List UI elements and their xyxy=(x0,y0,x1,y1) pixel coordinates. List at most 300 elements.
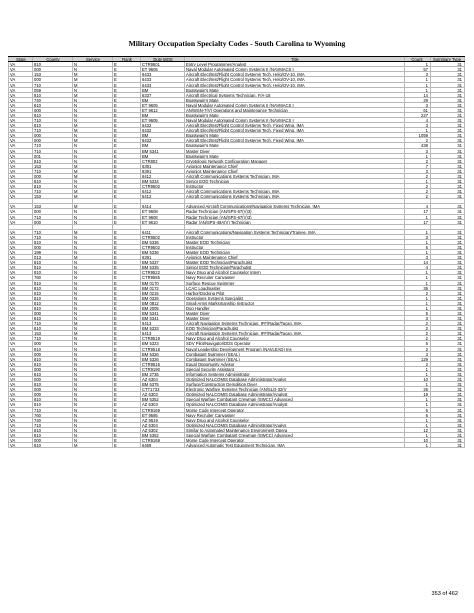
cell-summary-type: 31 xyxy=(430,83,465,87)
cell-rank xyxy=(112,225,140,229)
cell-state: VA xyxy=(8,301,32,305)
cell-rank: E xyxy=(112,128,140,132)
cell-rank: E xyxy=(112,281,140,285)
cell-state: VA xyxy=(8,367,32,371)
table-row xyxy=(8,443,465,448)
cell-county: 810 xyxy=(32,301,72,305)
cell-summary-type: 31 xyxy=(430,164,465,168)
cell-rank: E xyxy=(112,174,140,178)
cell-service: M xyxy=(72,77,112,81)
cell-duty-mos: CTR9501 xyxy=(140,62,184,66)
cell-service: M xyxy=(72,72,112,76)
header-rank: Rank xyxy=(112,57,140,61)
cell-count: 6 xyxy=(404,408,430,412)
cell-duty-mos: BM xyxy=(140,143,184,147)
cell-county: 000 xyxy=(32,367,72,371)
cell-county: 153 xyxy=(32,194,72,198)
cell-county: 710 xyxy=(32,408,72,412)
cell-state: VA xyxy=(8,270,32,274)
cell-summary-type: 31 xyxy=(430,103,465,107)
cell-duty-mos: 6432 xyxy=(140,138,184,142)
cell-service: N xyxy=(72,286,112,290)
cell-duty-mos: BM 5341 xyxy=(140,311,184,315)
cell-rank: E xyxy=(112,204,140,208)
cell-state: VA xyxy=(8,397,32,401)
cell-count: 10 xyxy=(404,438,430,442)
cell-duty-mos: ET 9610 xyxy=(140,220,184,224)
cell-duty-mos: BM 2005 xyxy=(140,306,184,310)
cell-duty-mos: BM 0170 xyxy=(140,281,184,285)
cell-county: 000 xyxy=(32,220,72,224)
cell-duty-mos: ET 9612 xyxy=(140,108,184,112)
cell-title: Boatswain's Mate xyxy=(184,98,404,102)
cell-count: 1 xyxy=(404,270,430,274)
cell-count: 227 xyxy=(404,113,430,117)
cell-count: 5 xyxy=(404,245,430,249)
cell-duty-mos: ET 9608 xyxy=(140,215,184,219)
cell-state: VA xyxy=(8,103,32,107)
cell-duty-mos: AZ 6303 xyxy=(140,392,184,396)
cell-duty-mos: BM 0812 xyxy=(140,301,184,305)
cell-state: VA xyxy=(8,357,32,361)
cell-county: 810 xyxy=(32,443,72,447)
cell-county: 810 xyxy=(32,402,72,406)
cell-duty-mos xyxy=(140,199,184,203)
cell-title: Operations Systems Specialist xyxy=(184,296,404,300)
cell-service: N xyxy=(72,382,112,386)
cell-title: Instructor xyxy=(184,235,404,239)
cell-summary-type: 31 xyxy=(430,77,465,81)
cell-rank: E xyxy=(112,265,140,269)
cell-county: 760 xyxy=(32,413,72,417)
cell-summary-type: 31 xyxy=(430,408,465,412)
cell-duty-mos: BM 0215 xyxy=(140,291,184,295)
cell-rank: E xyxy=(112,443,140,447)
cell-service: N xyxy=(72,311,112,315)
cell-count: 14 xyxy=(404,260,430,264)
cell-service: N xyxy=(72,428,112,432)
cell-duty-mos: AZ 9519 xyxy=(140,418,184,422)
cell-rank: E xyxy=(112,331,140,335)
cell-count xyxy=(404,199,430,203)
cell-count: 2 xyxy=(404,194,430,198)
cell-summary-type: 31 xyxy=(430,372,465,376)
cell-title: Aircraft Elect/Inst/Flight Control Systems Tech, Fixed Wing, IMA xyxy=(184,123,404,127)
cell-title: Master EOD Technician/Parachutist xyxy=(184,260,404,264)
cell-rank: E xyxy=(112,377,140,381)
cell-rank: E xyxy=(112,306,140,310)
cell-summary-type: 31 xyxy=(430,260,465,264)
cell-title: Boatswain's Mate xyxy=(184,113,404,117)
cell-service: N xyxy=(72,113,112,117)
cell-title: Special Warfare Combatant Crewman (SWCC) Advanced xyxy=(184,433,404,437)
cell-service: M xyxy=(72,138,112,142)
header-duty-mos: Duty MOS xyxy=(140,57,184,61)
cell-rank: E xyxy=(112,362,140,366)
cell-state: VA xyxy=(8,215,32,219)
cell-summary-type: 31 xyxy=(430,189,465,193)
cell-summary-type: 31 xyxy=(430,133,465,137)
cell-duty-mos: BM 5333 xyxy=(140,326,184,330)
cell-rank: E xyxy=(112,245,140,249)
cell-count: 1 xyxy=(404,230,430,234)
cell-state: VA xyxy=(8,321,32,325)
cell-summary-type: 31 xyxy=(430,428,465,432)
cell-county: 000 xyxy=(32,377,72,381)
cell-duty-mos: 6411 xyxy=(140,230,184,234)
cell-county: 810 xyxy=(32,357,72,361)
cell-summary-type: 31 xyxy=(430,321,465,325)
cell-duty-mos: 6337 xyxy=(140,93,184,97)
cell-rank: E xyxy=(112,250,140,254)
cell-title: Special Security Assistant xyxy=(184,367,404,371)
cell-state: VA xyxy=(8,306,32,310)
cell-summary-type: 31 xyxy=(430,169,465,173)
cell-title: Electronic Warfare Systems Technician (AN/SLQ-32(V xyxy=(184,387,404,391)
cell-rank: E xyxy=(112,189,140,193)
cell-title: Aircraft Elect/Inst/Flight Control Systems Tech, Fixed Wing, IMA xyxy=(184,128,404,132)
cell-summary-type: 31 xyxy=(430,433,465,437)
cell-duty-mos: 6412 xyxy=(140,189,184,193)
cell-duty-mos: ET 9605 xyxy=(140,67,184,71)
cell-count: 2 xyxy=(404,321,430,325)
cell-duty-mos: BM 2735 xyxy=(140,372,184,376)
cell-county: 810 xyxy=(32,123,72,127)
cell-summary-type: 31 xyxy=(430,306,465,310)
cell-title: Avionics Maintenance Chief xyxy=(184,169,404,173)
cell-title: Navy Recruiter Canvasser xyxy=(184,413,404,417)
cell-service: N xyxy=(72,88,112,92)
cell-state: VA xyxy=(8,377,32,381)
cell-service: N xyxy=(72,433,112,437)
cell-title: Avionics Maintenance Chief xyxy=(184,164,404,168)
cell-summary-type: 31 xyxy=(430,255,465,259)
cell-county: 001 xyxy=(32,154,72,158)
cell-rank: E xyxy=(112,143,140,147)
cell-state xyxy=(8,225,32,229)
cell-state: VA xyxy=(8,341,32,345)
cell-state: VA xyxy=(8,382,32,386)
cell-rank xyxy=(112,199,140,203)
cell-summary-type: 31 xyxy=(430,331,465,335)
cell-title: Senior EOD Technician/Parachutist xyxy=(184,265,404,269)
cell-summary-type: 31 xyxy=(430,67,465,71)
cell-count: 1 xyxy=(404,128,430,132)
cell-state: VA xyxy=(8,316,32,320)
cell-service: M xyxy=(72,204,112,208)
cell-service: N xyxy=(72,341,112,345)
cell-rank: E xyxy=(112,387,140,391)
cell-summary-type: 31 xyxy=(430,418,465,422)
cell-summary-type: 31 xyxy=(430,123,465,127)
cell-count: 3 xyxy=(404,235,430,239)
cell-duty-mos: CTR9585 xyxy=(140,275,184,279)
cell-summary-type: 31 xyxy=(430,326,465,330)
cell-title: Master Diver xyxy=(184,149,404,153)
cell-summary-type: 31 xyxy=(430,286,465,290)
cell-count: 1 xyxy=(404,382,430,386)
cell-summary-type: 31 xyxy=(430,402,465,406)
cell-state: VA xyxy=(8,408,32,412)
cell-title: Boatswain's Mate xyxy=(184,143,404,147)
cell-title: Equal Opportunity Advisor xyxy=(184,362,404,366)
cell-state: VA xyxy=(8,88,32,92)
cell-count: 1 xyxy=(404,418,430,422)
cell-county: 000 xyxy=(32,438,72,442)
cell-duty-mos: 6433 xyxy=(140,72,184,76)
cell-title: Advanced Automatic Test Equipment Technician, IMA xyxy=(184,443,404,447)
cell-count: 19 xyxy=(404,392,430,396)
cell-county: 000 xyxy=(32,77,72,81)
cell-rank: E xyxy=(112,235,140,239)
cell-duty-mos: 6413 xyxy=(140,321,184,325)
cell-rank: E xyxy=(112,108,140,112)
cell-title: Aircraft Communications Systems Technician, IMA xyxy=(184,189,404,193)
cell-state: VA xyxy=(8,159,32,163)
cell-county: 740 xyxy=(32,418,72,422)
cell-summary-type: 31 xyxy=(430,377,465,381)
cell-state: VA xyxy=(8,77,32,81)
cell-service: N xyxy=(72,438,112,442)
cell-summary-type: 31 xyxy=(430,93,465,97)
cell-state: VA xyxy=(8,291,32,295)
cell-count: 29 xyxy=(404,98,430,102)
cell-duty-mos: BM xyxy=(140,113,184,117)
cell-state xyxy=(8,199,32,203)
cell-service: M xyxy=(72,164,112,168)
cell-state: VA xyxy=(8,169,32,173)
cell-state: VA xyxy=(8,347,32,351)
cell-duty-mos: CTR9522 xyxy=(140,270,184,274)
cell-state: VA xyxy=(8,428,32,432)
cell-service: N xyxy=(72,215,112,219)
cell-county: 000 xyxy=(32,138,72,142)
cell-title: Aircraft Elect/Inst/Flight Control Systems Tech, Helo/OV-10, IMA xyxy=(184,72,404,76)
cell-rank: E xyxy=(112,220,140,224)
cell-rank: E xyxy=(112,347,140,351)
cell-summary-type xyxy=(430,199,465,203)
cell-service: N xyxy=(72,347,112,351)
cell-title: Optimized NALCOMIS Database Administrator/Analyst xyxy=(184,392,404,396)
cell-duty-mos: 6469 xyxy=(140,443,184,447)
cell-title: Aircraft Elect/Inst/Flight Control Systems Tech, Helo/OV-10, IMA xyxy=(184,83,404,87)
cell-state: VA xyxy=(8,123,32,127)
cell-title: Master EOD Technician xyxy=(184,250,404,254)
cell-count: 1 xyxy=(404,443,430,447)
cell-service: M xyxy=(72,128,112,132)
cell-duty-mos: CTR9502 xyxy=(140,245,184,249)
cell-state: VA xyxy=(8,240,32,244)
cell-duty-mos: ET 9608 xyxy=(140,209,184,213)
cell-county: 710 xyxy=(32,235,72,239)
cell-title: Similar to Automated Maintenance Environment Opera xyxy=(184,428,404,432)
cell-summary-type: 31 xyxy=(430,62,465,66)
cell-summary-type: 31 xyxy=(430,174,465,178)
cell-rank: E xyxy=(112,113,140,117)
cell-service: N xyxy=(72,387,112,391)
cell-county: 810 xyxy=(32,306,72,310)
cell-state: VA xyxy=(8,164,32,168)
cell-count: 36 xyxy=(404,286,430,290)
cell-summary-type: 31 xyxy=(430,336,465,340)
cell-summary-type: 31 xyxy=(430,357,465,361)
cell-duty-mos: 6433 xyxy=(140,77,184,81)
cell-count: 26 xyxy=(404,387,430,391)
cell-service: M xyxy=(72,83,112,87)
cell-count: 5 xyxy=(404,311,430,315)
cell-title: Aircraft Elect/Inst/Flight Control Systems Tech, Fixed Wing, IMA xyxy=(184,138,404,142)
cell-rank: E xyxy=(112,133,140,137)
cell-title: Master Diver xyxy=(184,316,404,320)
cell-summary-type: 31 xyxy=(430,397,465,401)
cell-title: Senior EOD Technician xyxy=(184,179,404,183)
cell-rank: E xyxy=(112,408,140,412)
cell-service: N xyxy=(72,316,112,320)
cell-rank: E xyxy=(112,169,140,173)
cell-service: N xyxy=(72,357,112,361)
cell-state: VA xyxy=(8,189,32,193)
cell-duty-mos: 6432 xyxy=(140,128,184,132)
cell-summary-type: 31 xyxy=(430,316,465,320)
cell-count: 5 xyxy=(404,341,430,345)
cell-summary-type: 31 xyxy=(430,387,465,391)
cell-county: 000 xyxy=(32,341,72,345)
cell-state: VA xyxy=(8,220,32,224)
cell-rank: E xyxy=(112,286,140,290)
cell-state: VA xyxy=(8,286,32,290)
cell-service: M xyxy=(72,123,112,127)
cell-count: 6 xyxy=(404,413,430,417)
cell-count: 1 xyxy=(404,423,430,427)
cell-summary-type: 31 xyxy=(430,159,465,163)
cell-title: EOD Technician/Parachutist xyxy=(184,326,404,330)
cell-duty-mos: BM 5341 xyxy=(140,316,184,320)
cell-service: N xyxy=(72,367,112,371)
cell-title: Morse Code Intercept Operator xyxy=(184,438,404,442)
cell-county: 810 xyxy=(32,397,72,401)
cell-duty-mos: AZ 6304 xyxy=(140,423,184,427)
cell-state: VA xyxy=(8,402,32,406)
cell-title: Aircraft Communications/Navigation Systems Technician/Trainee, IMA xyxy=(184,230,404,234)
cell-count: 2 xyxy=(404,174,430,178)
cell-state: VA xyxy=(8,311,32,315)
page-number: 353 of 462 xyxy=(431,591,458,597)
cell-title: Radar Technician (AN/SPS-67(V)3) xyxy=(184,215,404,219)
cell-duty-mos: 6413 xyxy=(140,331,184,335)
header-service: Service xyxy=(72,57,112,61)
cell-service: N xyxy=(72,240,112,244)
cell-count: 1059 xyxy=(404,133,430,137)
cell-service: N xyxy=(72,159,112,163)
cell-state: VA xyxy=(8,438,32,442)
cell-county: 810 xyxy=(32,265,72,269)
cell-count: 1 xyxy=(404,275,430,279)
cell-county: 000 xyxy=(32,209,72,213)
cell-title: Radar (AN/SPS-49A(V) Technician xyxy=(184,220,404,224)
cell-service: N xyxy=(72,184,112,188)
cell-service: N xyxy=(72,103,112,107)
cell-service: N xyxy=(72,362,112,366)
cell-state: VA xyxy=(8,108,32,112)
cell-count: 17 xyxy=(404,209,430,213)
cell-state: VA xyxy=(8,118,32,122)
cell-service: N xyxy=(72,281,112,285)
cell-count: 10 xyxy=(404,377,430,381)
cell-duty-mos: BM 5336 xyxy=(140,240,184,244)
mos-table xyxy=(8,56,465,448)
cell-county: 059 xyxy=(32,88,72,92)
cell-summary-type: 31 xyxy=(430,311,465,315)
cell-rank: E xyxy=(112,184,140,188)
table-body xyxy=(8,62,465,448)
cell-rank: E xyxy=(112,103,140,107)
cell-title: Information Systems Administrator xyxy=(184,372,404,376)
cell-service: N xyxy=(72,133,112,137)
cell-state: VA xyxy=(8,443,32,447)
cell-state: VA xyxy=(8,331,32,335)
cell-duty-mos: ET 9605 xyxy=(140,103,184,107)
cell-state: VA xyxy=(8,392,32,396)
cell-rank: E xyxy=(112,179,140,183)
cell-state: VA xyxy=(8,235,32,239)
cell-state: VA xyxy=(8,372,32,376)
cell-rank: E xyxy=(112,215,140,219)
cell-count: 2 xyxy=(404,347,430,351)
cell-count: 2 xyxy=(404,138,430,142)
cell-duty-mos: 6433 xyxy=(140,83,184,87)
cell-count: 2 xyxy=(404,326,430,330)
cell-count: 3 xyxy=(404,352,430,356)
cell-state: VA xyxy=(8,194,32,198)
cell-rank: E xyxy=(112,149,140,153)
cell-county: 810 xyxy=(32,103,72,107)
cell-summary-type: 31 xyxy=(430,113,465,117)
cell-rank: E xyxy=(112,62,140,66)
cell-county: 810 xyxy=(32,159,72,163)
cell-duty-mos: ET 9585 xyxy=(140,413,184,417)
cell-state: VA xyxy=(8,204,32,208)
header-title: Title xyxy=(184,57,404,61)
cell-rank: E xyxy=(112,326,140,330)
cell-rank: E xyxy=(112,93,140,97)
cell-rank: E xyxy=(112,154,140,158)
cell-county: 710 xyxy=(32,143,72,147)
cell-state: VA xyxy=(8,423,32,427)
cell-county: 810 xyxy=(32,240,72,244)
cell-county: 760 xyxy=(32,275,72,279)
cell-summary-type: 31 xyxy=(430,118,465,122)
cell-summary-type: 31 xyxy=(430,128,465,132)
cell-service: M xyxy=(72,443,112,447)
cell-duty-mos: BM 5326 xyxy=(140,357,184,361)
cell-county: 810 xyxy=(32,296,72,300)
cell-summary-type: 31 xyxy=(430,291,465,295)
cell-county: 000 xyxy=(32,67,72,71)
cell-duty-mos: AZ 6302 xyxy=(140,428,184,432)
cell-county xyxy=(32,199,72,203)
cell-title: Aircraft Elect/Inst/Flight Control Systems Tech, Helo/OV-10, IMA xyxy=(184,77,404,81)
cell-title: Master EOD Technician xyxy=(184,240,404,244)
header-county: County xyxy=(32,57,72,61)
cell-county: 000 xyxy=(32,352,72,356)
cell-county: 710 xyxy=(32,215,72,219)
cell-rank: E xyxy=(112,321,140,325)
cell-duty-mos: BM xyxy=(140,133,184,137)
cell-county: 199 xyxy=(32,250,72,254)
cell-state: VA xyxy=(8,128,32,132)
cell-duty-mos: 6391 xyxy=(140,255,184,259)
cell-rank: E xyxy=(112,260,140,264)
